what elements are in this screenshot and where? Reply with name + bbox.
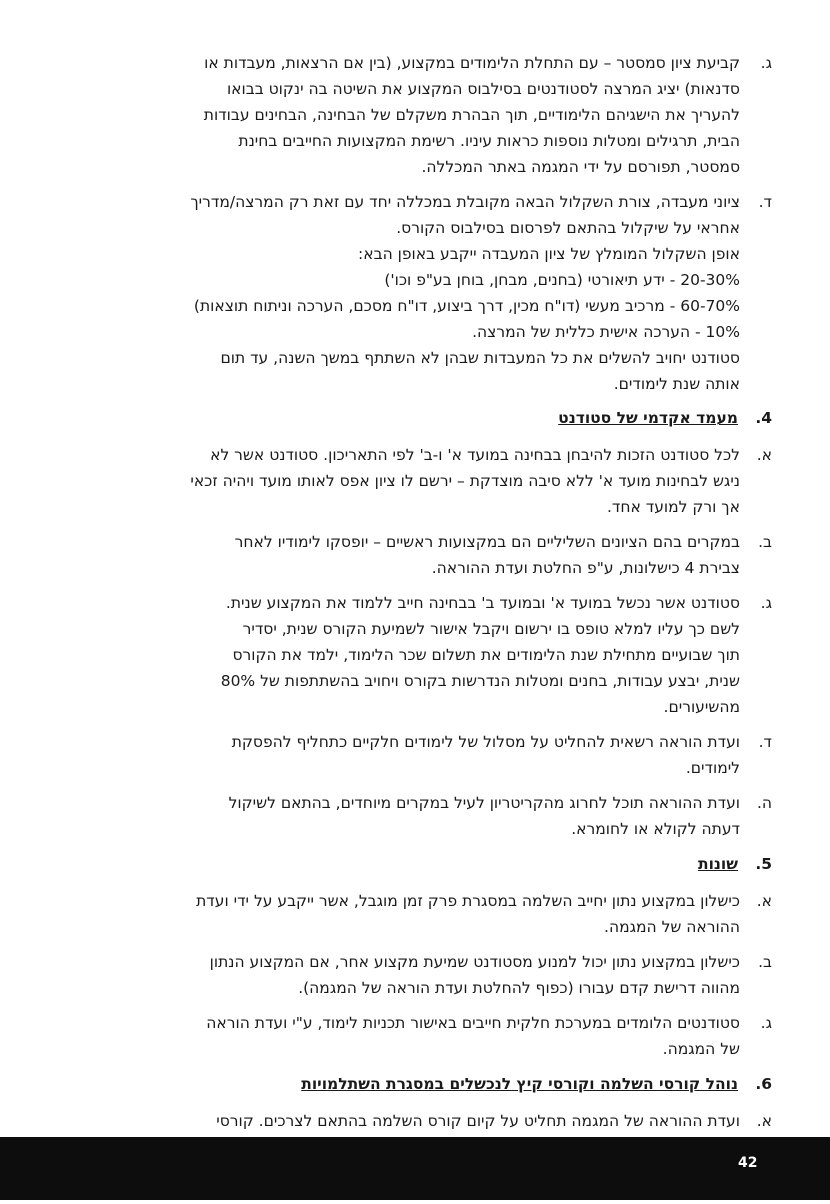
section-title: נוהל קורסי השלמה וקורסי קיץ לנכשלים במסגרת השתלמויות — [301, 1075, 738, 1093]
item-text — [60, 590, 740, 720]
text-line: קביעת ציון סמסטר – עם התחלת הלימודים במקצוע, (בין אם הרצאות, מעבדות או — [204, 54, 740, 72]
list-item — [60, 949, 772, 1001]
section-title: מעמד אקדמי של סטודנט — [558, 409, 738, 427]
item-marker: א. — [756, 446, 772, 464]
list-item — [60, 1010, 772, 1062]
item-marker: ה. — [756, 794, 772, 812]
text-line: סמסטר, תפורסם על ידי המגמה באתר המכללה. — [421, 158, 740, 176]
list-item — [60, 529, 772, 581]
text-line: 60-70% - מרכיב מעשי (דו"ח מכין, דרך ביצוע, דו"ח מסכם, הערכה וניתוח תוצאות) — [193, 297, 740, 315]
text-line: ניגש לבחינות מועד א' ללא סיבה מוצדקת – ירשם לו ציון אפס לאותו מועד ויהיה זכאי — [190, 472, 740, 490]
text-line: לשם כך עליו למלא טופס בו ירשום ויקבל אישור לשמיעת הקורס שנית, יסדיר — [242, 620, 740, 638]
text-line: אך ורק למועד אחד. — [606, 498, 740, 516]
text-line: הבית, תרגילים ומטלות נוספות כראות עיניו. רשימת המקצועות החייבים בחינת — [238, 132, 740, 150]
item-text — [60, 529, 740, 581]
item-marker: ג. — [760, 1014, 772, 1032]
text-line: סטודנט אשר נכשל במועד א' ובמועד ב' בבחינה חייב ללמוד את המקצוע שנית. — [225, 594, 740, 612]
text-line: אחראי על שיקלול בהתאם לפרסום בסילבוס הקורס. — [396, 219, 740, 237]
text-line: מהשיעורים. — [663, 698, 740, 716]
page-number: 42 — [738, 1155, 758, 1171]
page-footer — [0, 1137, 830, 1200]
text-line: שנית, יבצע עבודות, בחנים ומטלות הנדרשות בקורס ויחויב בהשתתפות של 80% — [220, 672, 740, 690]
text-line: במקרים בהם הציונים השליליים הם במקצועות ראשיים – יופסקו לימודיו לאחר — [234, 533, 740, 551]
section-heading — [60, 1071, 772, 1097]
section-number: 5. — [755, 855, 772, 873]
text-line: מהווה דרישת קדם עבורו (כפוף להחלטת ועדת הוראה של המגמה). — [298, 979, 740, 997]
list-item — [60, 442, 772, 520]
text-line: כישלון במקצוע נתון יחייב השלמה במסגרת פרק זמן מוגבל, אשר ייקבע על ידי ועדת — [196, 892, 740, 910]
text-line: ציוני מעבדה, צורת השקלול הבאה מקובלת במכללה יחד עם זאת רק המרצה/מדריך — [190, 193, 740, 211]
text-line: סטודנט יחויב להשלים את כל המעבדות שבהן לא השתתף במשך השנה, עד תום — [220, 349, 740, 367]
text-line: ההוראה של המגמה. — [604, 918, 740, 936]
section-title: שונות — [697, 855, 738, 873]
item-marker: ב. — [758, 953, 772, 971]
section-number: 4. — [755, 409, 772, 427]
item-marker: ב. — [758, 533, 772, 551]
list-item — [60, 888, 772, 940]
section-number: 6. — [755, 1075, 772, 1093]
item-text — [60, 790, 740, 842]
text-line: תוך שבועיים מתחילת שנת הלימודים את תשלום שכר הלימוד, ילמד את הקורס — [232, 646, 740, 664]
text-line: לכל סטודנט הזכות להיבחן בבחינה במועד א' ו-ב' לפי התאריכון. סטודנט אשר לא — [210, 446, 740, 464]
text-line: 10% - הערכה אישית כללית של המרצה. — [472, 323, 740, 341]
item-text — [60, 729, 740, 781]
text-line: אופן השקלול המומלץ של ציון המעבדה ייקבע באופן הבא: — [358, 245, 740, 263]
text-line: סטודנטים הלומדים במערכת חלקית חייבים באישור תכניות לימוד, ע"י ועדת הוראה — [206, 1014, 740, 1032]
item-text — [60, 442, 740, 520]
item-marker: ד. — [758, 733, 772, 751]
text-line: ועדת ההוראה של המגמה תחליט על קיום קורס השלמה בהתאם לצרכים. קורסי — [216, 1112, 740, 1130]
item-text — [60, 50, 740, 180]
item-marker: ד. — [758, 193, 772, 211]
text-line: של המגמה. — [662, 1040, 740, 1058]
list-item — [60, 729, 772, 781]
section-heading — [60, 405, 772, 431]
text-line: 20-30% - ידע תיאורטי (בחנים, מבחן, בוחן בע"פ וכו') — [384, 271, 740, 289]
regulations-text — [60, 50, 772, 1204]
text-line: דעתה לקולא או לחומרא. — [571, 820, 740, 838]
text-line: אותה שנת לימודים. — [613, 375, 740, 393]
item-text — [60, 949, 740, 1001]
section-heading — [60, 851, 772, 877]
item-text — [60, 189, 740, 397]
text-line: ועדת ההוראה תוכל לחרוג מהקריטריון לעיל במקרים מיוחדים, בהתאם לשיקול — [228, 794, 740, 812]
text-line: כישלון במקצוע נתון יכול למנוע מסטודנט שמיעת מקצוע אחר, אם המקצוע הנתון — [209, 953, 740, 971]
text-line: צבירת 4 כישלונות, ע"פ החלטת ועדת ההוראה. — [431, 559, 740, 577]
text-line: ועדת הוראה רשאית להחליט על מסלול של לימודים חלקיים כתחליף להפסקת — [231, 733, 740, 751]
list-item — [60, 50, 772, 180]
item-marker: א. — [756, 892, 772, 910]
item-text — [60, 1010, 740, 1062]
item-marker: ג. — [760, 54, 772, 72]
item-marker: א. — [756, 1112, 772, 1130]
text-line: סדנאות) יציג המרצה לסטודנטים בסילבוס המקצוע את השיטה בה ינקוט בבואו — [226, 80, 740, 98]
text-line: לימודים. — [685, 759, 740, 777]
list-item — [60, 790, 772, 842]
item-text — [60, 888, 740, 940]
list-item — [60, 590, 772, 720]
list-item — [60, 189, 772, 397]
item-marker: ג. — [760, 594, 772, 612]
text-line: להעריך את הישגיהם הלימודיים, תוך הבהרת משקלם של הבחינה, הבחינים עבודות — [203, 106, 740, 124]
